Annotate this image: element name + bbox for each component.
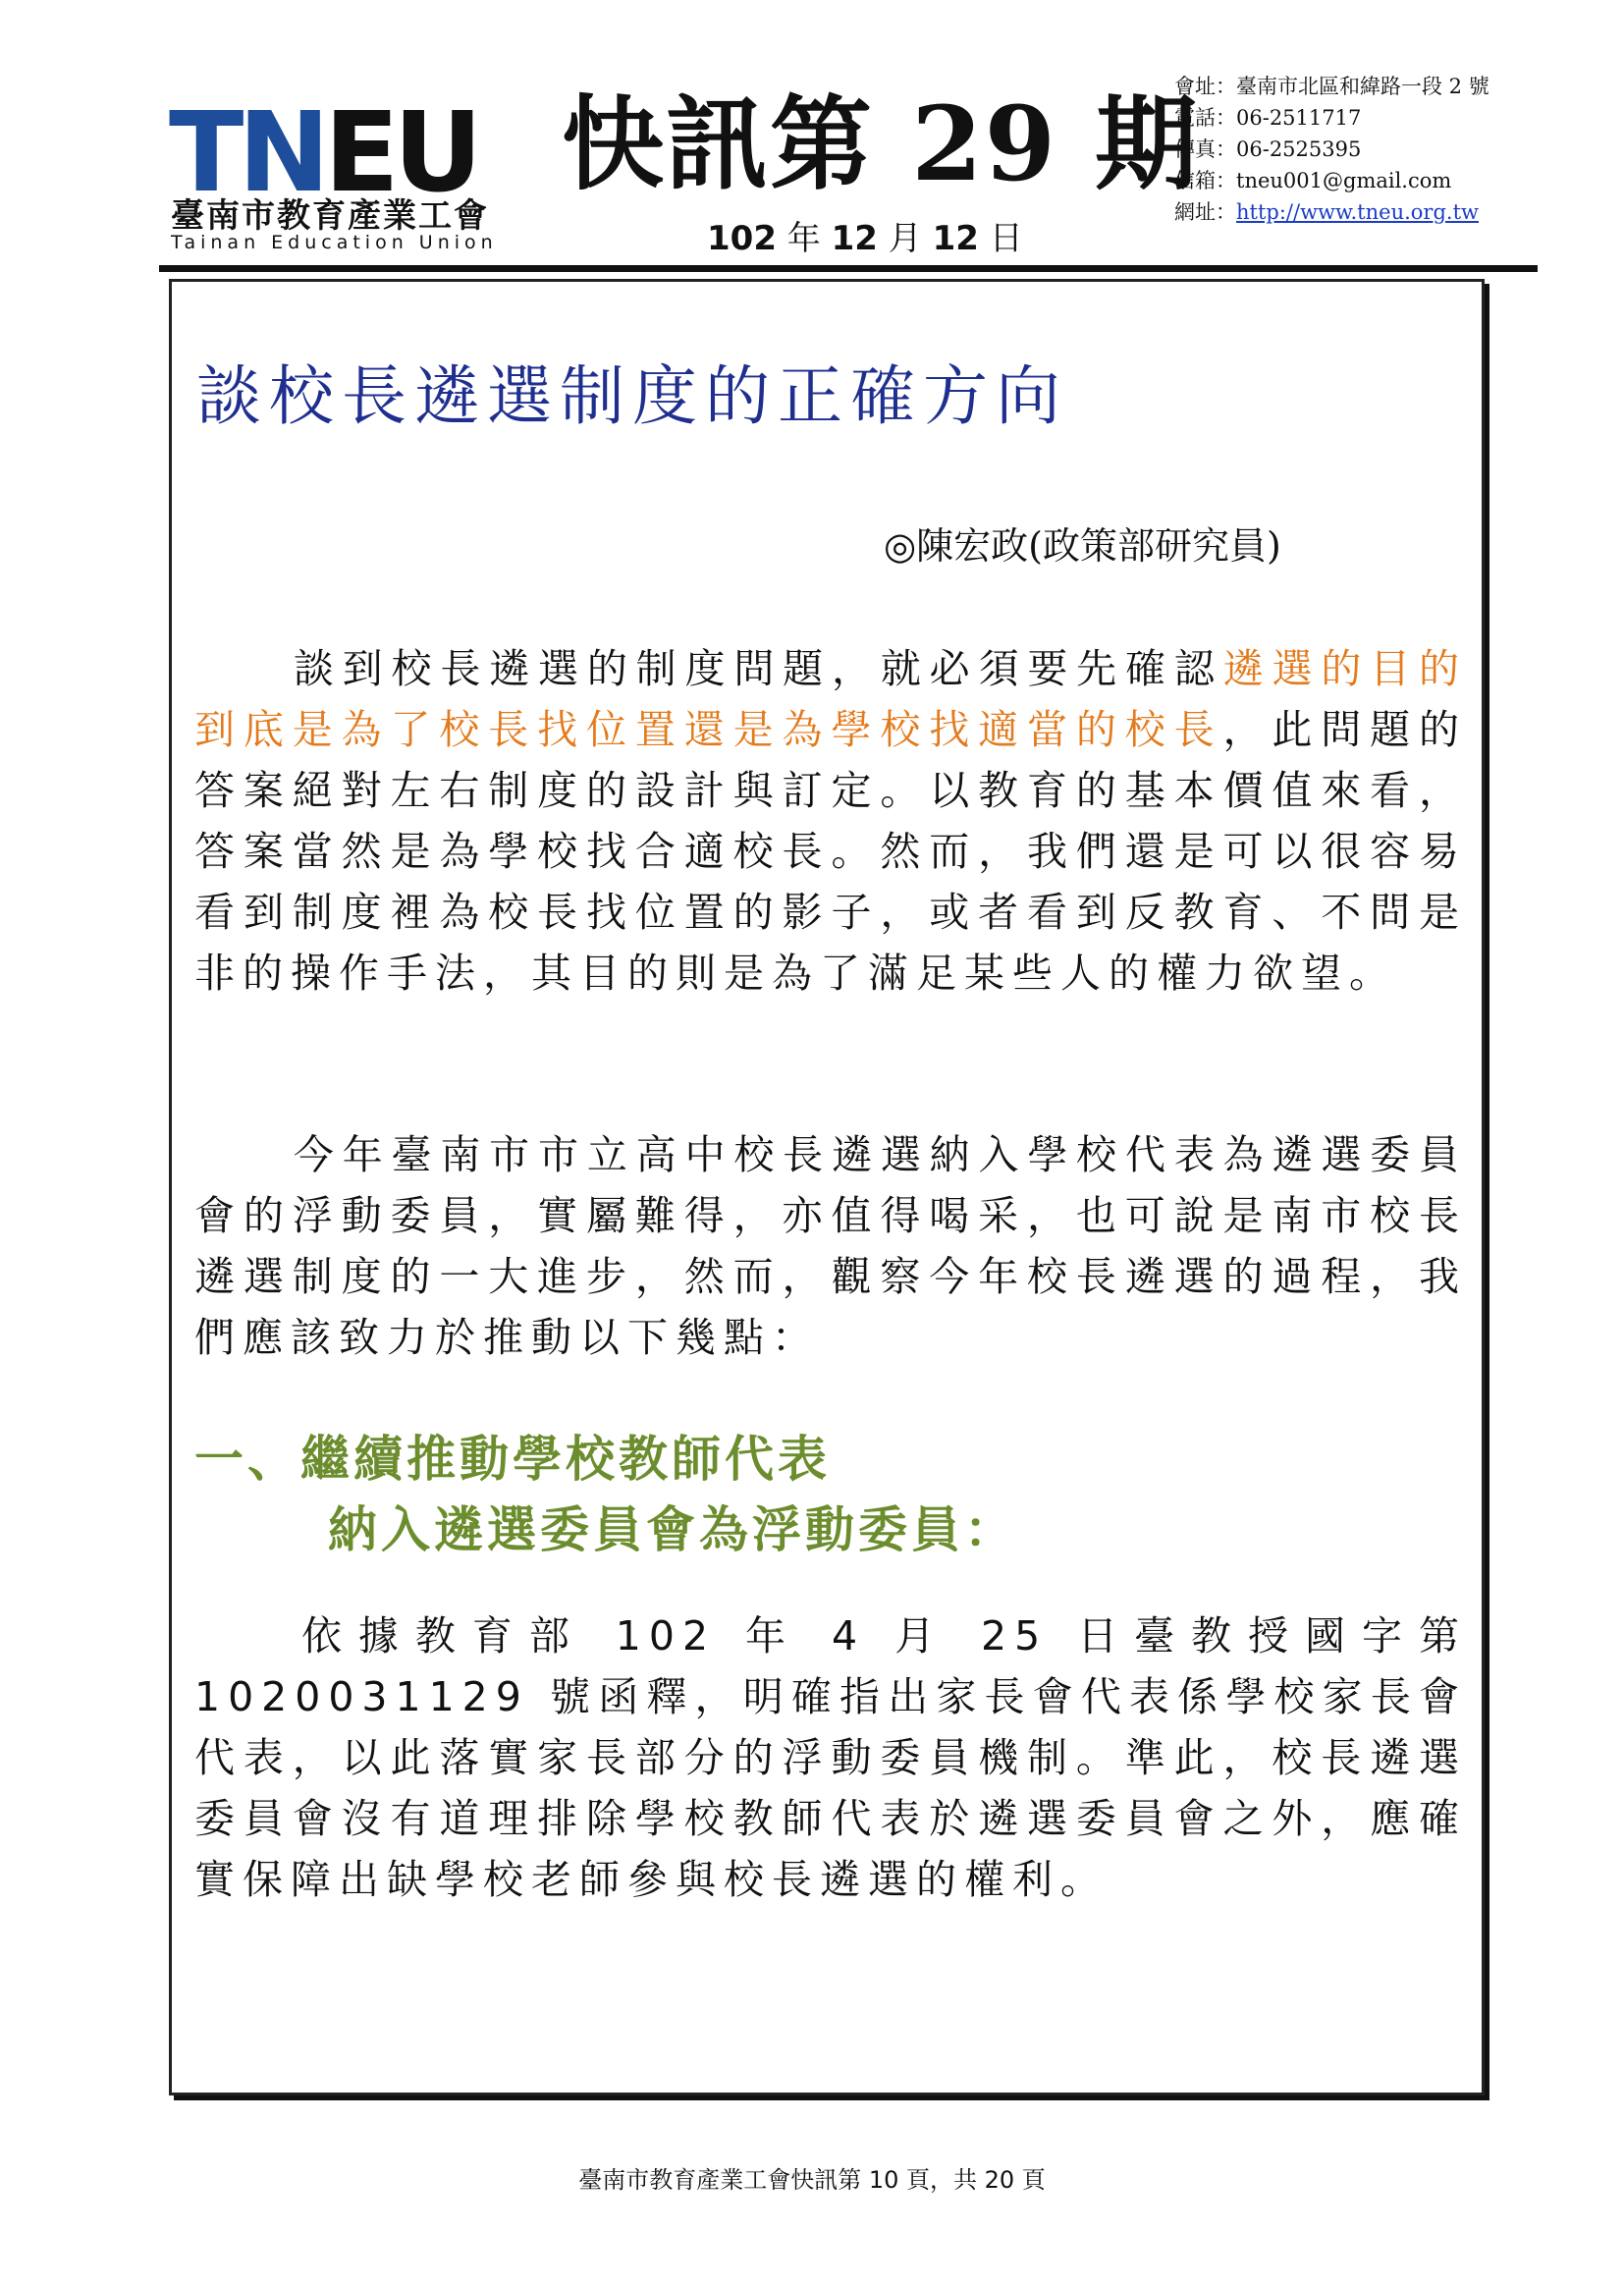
header-divider <box>159 265 1538 272</box>
contact-address: 會址：臺南市北區和緯路一段 2 號 <box>1174 75 1489 98</box>
paragraph-1: 談到校長遴選的制度問題，就必須要先確認遴選的目的到底是為了校長找位置還是為學校找適當的校長，此問題的答案絕對左右制度的設計與訂定。以教育的基本價值來看，答案當然是為學校找合適校長。然而，我們還是可以很容易看到制度裡為校長找位置的影子，或者看到反教育、不問是非的操作手法，其目的則是為了滿足某些人的權力欲望。 <box>194 645 1468 997</box>
article-title: 談校長遴選制度的正確方向 <box>196 358 1068 434</box>
contact-phone: 電話：06-2511717 <box>1174 106 1362 130</box>
logo-mark: TNEU <box>169 89 477 217</box>
article-byline: ◎陳宏政(政策部研究員) <box>884 524 1281 568</box>
paragraph-3: 依據教育部 102 年 4 月 25 日臺教授國字第 1020031129 號函釋，明確指出家長會代表係學校家長會代表，以此落實家長部分的浮動委員機制。準此，校長遴選委員會沒有道理排除學校教師代表於遴選委員會之外，應確實保障出缺學校老師參與校長遴選的權利。 <box>194 1612 1467 1903</box>
highlighted-text: 遴選的目的到底是為了校長找位置還是為學校找適當的校長 <box>194 645 1468 753</box>
contact-website: 網址：http://www.tneu.org.tw <box>1174 200 1479 224</box>
page-footer: 臺南市教育產業工會快訊第 10 頁，共 20 頁 <box>578 2166 1046 2194</box>
website-link[interactable]: http://www.tneu.org.tw <box>1236 200 1479 224</box>
logo-english-name: Tainan Education Union <box>171 232 498 253</box>
issue-date: 102 年 12 月 12 日 <box>707 219 1023 258</box>
logo-chinese-name: 臺南市教育產業工會 <box>171 196 489 236</box>
newsletter-issue-title: 快訊第 29 期 <box>562 83 1200 204</box>
paragraph-2: 今年臺南市市立高中校長遴選納入學校代表為遴選委員會的浮動委員，實屬難得，亦值得喝采，也可說是南市校長遴選制度的一大進步，然而，觀察今年校長遴選的過程，我們應該致力於推動以下幾點： <box>194 1131 1467 1361</box>
contact-fax: 傳真：06-2525395 <box>1174 137 1362 161</box>
section-heading-1: 一、繼續推動學校教師代表 納入遴選委員會為浮動委員： <box>194 1430 1017 1558</box>
contact-email: 信箱：tneu001@gmail.com <box>1174 169 1452 192</box>
contact-info <box>1174 71 1547 228</box>
tneu-logo <box>169 89 542 253</box>
